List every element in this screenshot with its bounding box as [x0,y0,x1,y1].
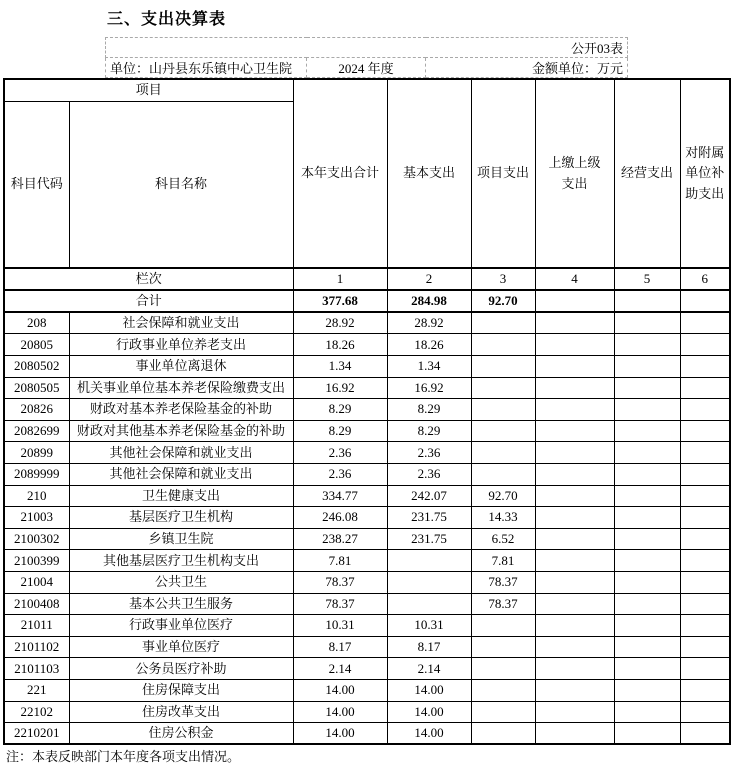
table-row [4,723,730,745]
value-basic-cell: 14.00 [387,679,471,701]
table-row [4,485,730,507]
value-basic-cell: 10.31 [387,615,471,637]
subject-code-cell: 2101103 [4,658,69,680]
meta-row-org [106,58,628,78]
header-row-group [4,79,730,101]
value-annual-total-cell: 246.08 [293,507,387,529]
subject-name-cell: 行政事业单位养老支出 [69,334,293,356]
table-row [4,679,730,701]
value-subsidy-cell [680,658,730,680]
value-operating-cell [614,507,680,529]
value-subsidy-cell [680,593,730,615]
value-upper-cell [535,485,614,507]
value-basic-cell: 2.14 [387,658,471,680]
value-annual-total-cell: 334.77 [293,485,387,507]
value-subsidy-cell [680,399,730,421]
project-group-header: 项目 [4,79,293,101]
value-operating-cell [614,701,680,723]
column-index-1: 1 [293,268,387,290]
value-operating-cell [614,463,680,485]
value-subsidy-cell [680,701,730,723]
value-subsidy-cell [680,571,730,593]
value-subsidy-cell [680,550,730,572]
col-header-project [471,79,535,268]
value-subsidy-cell [680,507,730,529]
subject-code-cell: 21003 [4,507,69,529]
value-subsidy-cell [680,528,730,550]
value-basic-cell: 14.00 [387,723,471,745]
value-basic-cell: 8.29 [387,399,471,421]
value-basic-cell: 242.07 [387,485,471,507]
value-basic-cell [387,550,471,572]
value-subsidy-cell [680,679,730,701]
table-number-label: 公开03表 [106,38,628,58]
value-basic-cell: 2.36 [387,442,471,464]
table-row [4,571,730,593]
col-header-upper-level-text: 上缴上级支出 [548,155,601,191]
column-index-label: 栏次 [4,268,293,290]
subject-code-cell: 20899 [4,442,69,464]
subject-name-cell: 其他基层医疗卫生机构支出 [69,550,293,572]
value-subsidy-cell [680,723,730,745]
column-index-4: 4 [535,268,614,290]
table-row [4,658,730,680]
value-upper-cell [535,723,614,745]
value-annual-total-cell: 1.34 [293,356,387,378]
value-operating-cell [614,593,680,615]
value-basic-cell: 231.75 [387,507,471,529]
table-row [4,312,730,334]
value-upper-cell [535,615,614,637]
subject-code-cell: 2080502 [4,356,69,378]
value-annual-total-cell: 16.92 [293,377,387,399]
value-basic-cell: 8.17 [387,636,471,658]
value-upper-cell [535,463,614,485]
value-subsidy-cell [680,615,730,637]
grand-total-subsidy [680,290,730,312]
table-row [4,615,730,637]
col-header-basic [387,79,471,268]
col-header-subsidy [680,79,730,268]
value-basic-cell: 14.00 [387,701,471,723]
org-name-label: 单位：山丹县东乐镇中心卫生院 [106,58,307,78]
value-annual-total-cell: 18.26 [293,334,387,356]
value-operating-cell [614,399,680,421]
grand-total-upper [535,290,614,312]
column-index-2: 2 [387,268,471,290]
table-row [4,636,730,658]
value-subsidy-cell [680,442,730,464]
table-row [4,442,730,464]
value-project-cell [471,334,535,356]
grand-total-project: 92.70 [471,290,535,312]
footnote: 注：本表反映部门本年度各项支出情况。 [6,749,241,764]
value-project-cell [471,463,535,485]
value-upper-cell [535,399,614,421]
value-upper-cell [535,658,614,680]
value-subsidy-cell [680,312,730,334]
col-header-subject-code: 科目代码 [4,101,69,268]
subject-code-cell: 221 [4,679,69,701]
value-project-cell [471,420,535,442]
column-index-3: 3 [471,268,535,290]
table-row [4,377,730,399]
subject-code-cell: 2100408 [4,593,69,615]
table-row [4,399,730,421]
value-operating-cell [614,723,680,745]
value-annual-total-cell: 14.00 [293,723,387,745]
subject-name-cell: 乡镇卫生院 [69,528,293,550]
subject-name-cell: 财政对其他基本养老保险基金的补助 [69,420,293,442]
value-operating-cell [614,658,680,680]
value-project-cell [471,356,535,378]
subject-code-cell: 2210201 [4,723,69,745]
value-upper-cell [535,528,614,550]
col-header-annual-total [293,79,387,268]
value-project-cell [471,312,535,334]
col-header-annual-total-text: 本年支出合计 [301,165,380,181]
value-annual-total-cell: 28.92 [293,312,387,334]
col-header-operating-text: 经营支出 [621,165,674,181]
value-upper-cell [535,334,614,356]
value-upper-cell [535,571,614,593]
subject-code-cell: 2101102 [4,636,69,658]
grand-total-label: 合计 [4,290,293,312]
value-project-cell [471,636,535,658]
expenditure-table [3,78,731,745]
subject-code-cell: 20805 [4,334,69,356]
value-annual-total-cell: 238.27 [293,528,387,550]
value-project-cell: 92.70 [471,485,535,507]
value-basic-cell: 16.92 [387,377,471,399]
table-row [4,593,730,615]
value-basic-cell [387,571,471,593]
subject-name-cell: 基层医疗卫生机构 [69,507,293,529]
subject-name-cell: 住房改革支出 [69,701,293,723]
header-section [4,79,730,312]
value-annual-total-cell: 8.17 [293,636,387,658]
value-annual-total-cell: 2.36 [293,442,387,464]
value-project-cell: 78.37 [471,593,535,615]
subject-name-cell: 公务员医疗补助 [69,658,293,680]
subject-code-cell: 210 [4,485,69,507]
table-row [4,420,730,442]
value-annual-total-cell: 14.00 [293,679,387,701]
value-project-cell [471,377,535,399]
value-project-cell: 78.37 [471,571,535,593]
subject-name-cell: 行政事业单位医疗 [69,615,293,637]
table-row [4,550,730,572]
value-basic-cell: 8.29 [387,420,471,442]
value-annual-total-cell: 78.37 [293,571,387,593]
grand-total-annual: 377.68 [293,290,387,312]
value-basic-cell: 231.75 [387,528,471,550]
value-upper-cell [535,507,614,529]
value-subsidy-cell [680,334,730,356]
subject-name-cell: 其他社会保障和就业支出 [69,442,293,464]
value-upper-cell [535,636,614,658]
value-project-cell: 14.33 [471,507,535,529]
subject-name-cell: 住房公积金 [69,723,293,745]
data-rows-section [4,312,730,744]
value-annual-total-cell: 8.29 [293,420,387,442]
subject-code-cell: 2082699 [4,420,69,442]
col-header-project-text: 项目支出 [477,165,530,181]
fiscal-year-label: 2024 年度 [307,58,426,78]
value-operating-cell [614,442,680,464]
col-header-subject-name: 科目名称 [69,101,293,268]
col-header-basic-text: 基本支出 [403,165,456,181]
page-title: 三、支出决算表 [107,11,227,28]
value-basic-cell: 2.36 [387,463,471,485]
subject-code-cell: 2080505 [4,377,69,399]
value-operating-cell [614,312,680,334]
subject-code-cell: 21004 [4,571,69,593]
subject-name-cell: 事业单位医疗 [69,636,293,658]
value-annual-total-cell: 2.14 [293,658,387,680]
subject-name-cell: 基本公共卫生服务 [69,593,293,615]
subject-name-cell: 机关事业单位基本养老保险缴费支出 [69,377,293,399]
value-subsidy-cell [680,485,730,507]
table-row [4,356,730,378]
column-index-5: 5 [614,268,680,290]
value-annual-total-cell: 7.81 [293,550,387,572]
col-header-upper-level [535,79,614,268]
amount-unit-label: 金额单位：万元 [426,58,628,78]
value-upper-cell [535,593,614,615]
value-project-cell: 7.81 [471,550,535,572]
value-upper-cell [535,550,614,572]
value-subsidy-cell [680,636,730,658]
value-project-cell [471,399,535,421]
column-index-row [4,268,730,290]
value-subsidy-cell [680,420,730,442]
subject-code-cell: 22102 [4,701,69,723]
value-annual-total-cell: 2.36 [293,463,387,485]
grand-total-basic: 284.98 [387,290,471,312]
value-subsidy-cell [680,377,730,399]
subject-name-cell: 其他社会保障和就业支出 [69,463,293,485]
value-operating-cell [614,356,680,378]
value-subsidy-cell [680,356,730,378]
value-project-cell [471,615,535,637]
value-basic-cell [387,593,471,615]
value-subsidy-cell [680,463,730,485]
subject-name-cell: 社会保障和就业支出 [69,312,293,334]
grand-total-row [4,290,730,312]
meta-row-table-number [106,38,628,58]
value-operating-cell [614,334,680,356]
value-operating-cell [614,377,680,399]
subject-code-cell: 20826 [4,399,69,421]
subject-code-cell: 2089999 [4,463,69,485]
subject-code-cell: 2100302 [4,528,69,550]
subject-name-cell: 财政对基本养老保险基金的补助 [69,399,293,421]
value-annual-total-cell: 78.37 [293,593,387,615]
subject-name-cell: 住房保障支出 [69,679,293,701]
subject-name-cell: 事业单位离退休 [69,356,293,378]
value-upper-cell [535,420,614,442]
subject-code-cell: 21011 [4,615,69,637]
value-project-cell [471,679,535,701]
table-row [4,334,730,356]
subject-code-cell: 2100399 [4,550,69,572]
value-upper-cell [535,442,614,464]
subject-name-cell: 公共卫生 [69,571,293,593]
grand-total-operating [614,290,680,312]
value-operating-cell [614,571,680,593]
value-upper-cell [535,679,614,701]
table-row [4,701,730,723]
value-project-cell: 6.52 [471,528,535,550]
col-header-operating [614,79,680,268]
value-basic-cell: 28.92 [387,312,471,334]
value-annual-total-cell: 8.29 [293,399,387,421]
value-annual-total-cell: 14.00 [293,701,387,723]
table-row [4,507,730,529]
value-upper-cell [535,356,614,378]
value-operating-cell [614,485,680,507]
value-basic-cell: 1.34 [387,356,471,378]
col-header-subsidy-text: 对附属单位补助支出 [685,145,725,201]
value-project-cell [471,658,535,680]
value-basic-cell: 18.26 [387,334,471,356]
value-operating-cell [614,636,680,658]
value-upper-cell [535,312,614,334]
subject-name-cell: 卫生健康支出 [69,485,293,507]
value-operating-cell [614,528,680,550]
table-row [4,528,730,550]
value-operating-cell [614,679,680,701]
value-project-cell [471,701,535,723]
value-operating-cell [614,550,680,572]
meta-table [105,37,628,78]
value-upper-cell [535,377,614,399]
value-project-cell [471,723,535,745]
value-operating-cell [614,420,680,442]
subject-code-cell: 208 [4,312,69,334]
value-annual-total-cell: 10.31 [293,615,387,637]
value-project-cell [471,442,535,464]
value-operating-cell [614,615,680,637]
column-index-6: 6 [680,268,730,290]
table-row [4,463,730,485]
value-upper-cell [535,701,614,723]
